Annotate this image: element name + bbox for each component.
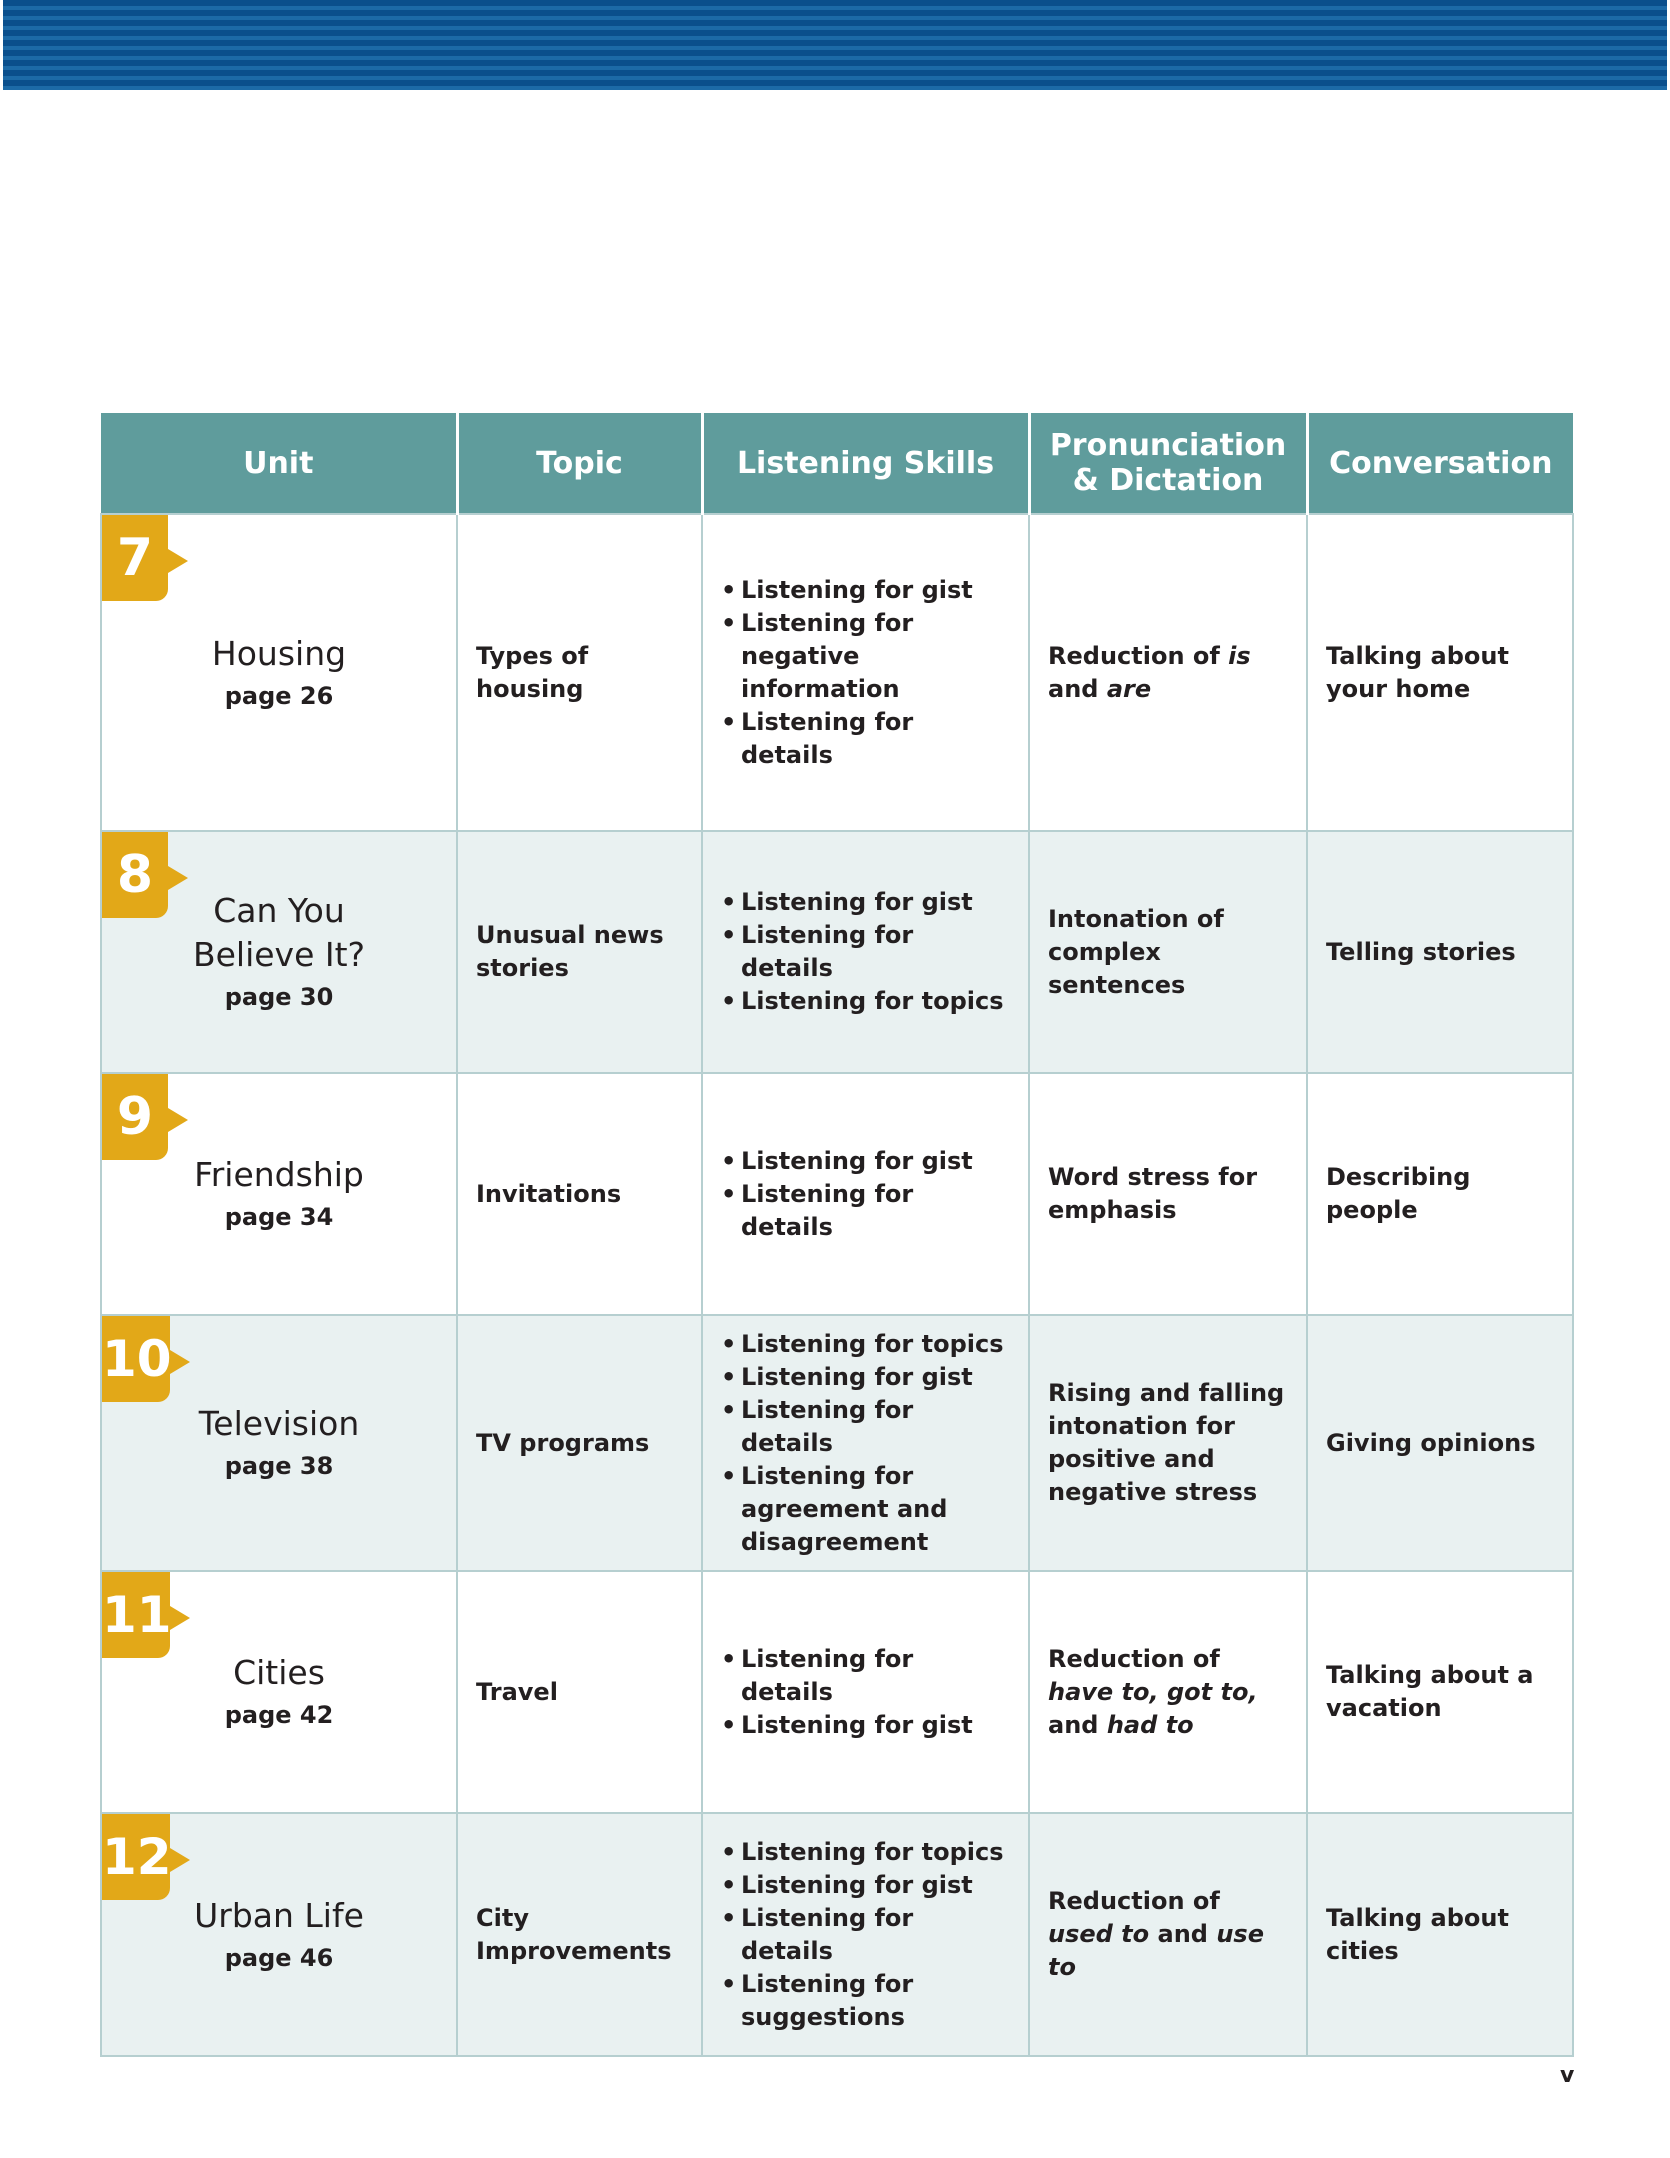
listening-skills-cell [702,1571,1029,1813]
pronunciation-cell: Intonation of complex sentences [1029,831,1307,1073]
pronunciation-cell [1029,514,1307,831]
pron-term: use to [1048,1920,1264,1981]
unit-number-badge: 11 [102,1572,170,1658]
unit-cell [101,1315,457,1571]
conversation-cell: Giving opinions [1307,1315,1573,1571]
topic-cell: Travel [457,1571,702,1813]
skills-list [721,574,1010,772]
topic-cell: TV programs [457,1315,702,1571]
listening-skills-cell [702,1315,1029,1571]
unit-title: Housing [211,633,347,673]
skill-item: • Listening for details [721,1643,1010,1709]
pronunciation-cell: Word stress for emphasis [1029,1073,1307,1315]
topic-cell: Types of housing [457,514,702,831]
skill-item: • Listening for topics [721,1836,1010,1869]
unit-page: page 26 [224,681,334,710]
pronunciation-cell [1029,1813,1307,2056]
skill-item: • Listening for details [721,706,1010,772]
skill-item: • Listening for details [721,1902,1010,1968]
skill-item: • Listening for gist [721,1869,1010,1902]
pronunciation-cell: Rising and falling intonation for positive and negative stress [1029,1315,1307,1571]
pron-term: had to [1106,1710,1194,1739]
pron-text: and [1048,1710,1107,1739]
header-pronunciation-dictation: Pronunciation & Dictation [1029,413,1307,514]
skill-item: • Listening for suggestions [721,1968,1010,2034]
unit-cell [101,831,457,1073]
unit-page: page 38 [224,1452,334,1480]
skill-item: • Listening for gist [721,574,1010,607]
unit-number-badge: 9 [102,1074,168,1160]
unit-page: page 30 [224,983,334,1011]
unit-page: page 42 [224,1701,334,1729]
skill-item: • Listening for gist [721,1145,1010,1178]
header-conversation: Conversation [1307,413,1573,514]
unit-cell [101,1813,457,2056]
unit-page: page 46 [224,1943,334,1972]
header-topic: Topic [457,413,702,514]
scope-and-sequence-table [100,413,1574,2057]
skill-item: • Listening for topics [721,1328,1010,1361]
unit-row [101,831,1573,1073]
top-decorative-band [3,0,1667,90]
unit-title: Friendship [194,1155,364,1194]
unit-cell [101,514,457,831]
skill-item: • Listening for details [721,1178,1010,1244]
topic-cell: Unusual news stories [457,831,702,1073]
unit-row [101,1073,1573,1315]
conversation-cell: Talking about cities [1307,1813,1573,2056]
skills-list [721,1145,1010,1244]
unit-title: Can You Believe It? [192,891,366,974]
listening-skills-cell [702,514,1029,831]
unit-title: Urban Life [194,1895,364,1935]
skill-item: • Listening for agreement and disagreement [721,1460,1010,1559]
unit-title: Television [198,1404,360,1443]
unit-cell [101,1571,457,1813]
pronunciation-cell [1029,1571,1307,1813]
unit-number-badge: 12 [102,1814,170,1900]
conversation-cell: Telling stories [1307,831,1573,1073]
skill-item: • Listening for gist [721,1361,1010,1394]
skill-item: • Listening for negative information [721,607,1010,706]
conversation-cell: Talking about your home [1307,514,1573,831]
unit-row [101,514,1573,831]
header-listening-skills: Listening Skills [702,413,1029,514]
skill-item: • Listening for topics [721,985,1010,1018]
unit-title: Cities [233,1653,325,1692]
skills-list [721,1836,1010,2034]
pron-term: is [1228,641,1251,670]
listening-skills-cell [702,831,1029,1073]
skill-item: • Listening for gist [721,1709,1010,1742]
pron-term: used to [1048,1920,1150,1948]
pron-text: and [1048,674,1107,703]
skills-list [721,886,1010,1018]
unit-number-badge: 8 [102,832,168,918]
unit-cell [101,1073,457,1315]
skill-item: • Listening for gist [721,886,1010,919]
topic-cell: City Improvements [457,1813,702,2056]
skills-list [721,1643,1010,1742]
pron-text: Reduction of [1048,641,1229,670]
listening-skills-cell [702,1073,1029,1315]
pron-text: and [1149,1920,1217,1948]
conversation-cell: Describing people [1307,1073,1573,1315]
skill-item: • Listening for details [721,919,1010,985]
conversation-cell: Talking about a vacation [1307,1571,1573,1813]
unit-number-badge: 10 [102,1316,170,1402]
unit-page: page 34 [224,1203,334,1231]
table-header-row [101,413,1573,514]
pron-term: are [1106,674,1152,703]
skill-item: • Listening for details [721,1394,1010,1460]
pron-term: have to, got to, [1048,1677,1258,1706]
pron-text: Reduction of [1048,1887,1220,1915]
header-unit: Unit [101,413,457,514]
unit-number-badge: 7 [102,515,168,601]
unit-row [101,1571,1573,1813]
page-number: v [1560,2063,1575,2088]
listening-skills-cell [702,1813,1029,2056]
unit-row [101,1813,1573,2056]
skills-list [721,1328,1010,1559]
pron-text: Reduction of [1048,1644,1220,1673]
unit-row [101,1315,1573,1571]
topic-cell: Invitations [457,1073,702,1315]
